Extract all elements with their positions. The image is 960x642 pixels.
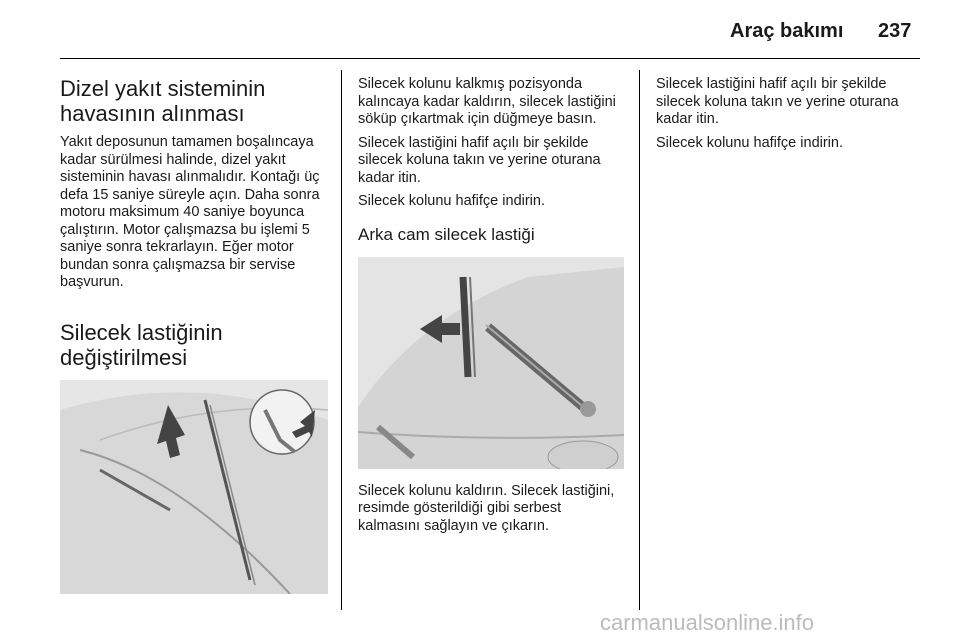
paragraph: Silecek kolunu hafifçe indirin. bbox=[358, 193, 545, 209]
header-section-title: Araç bakımı bbox=[730, 20, 844, 42]
page-number: 237 bbox=[878, 20, 912, 42]
windshield-wiper-illustration bbox=[60, 380, 328, 594]
column-2 bbox=[358, 76, 624, 541]
column-1 bbox=[60, 76, 328, 594]
paragraph: Silecek kolunu kalkmış pozisyonda kalıncaya kadar kaldırın, silecek lastiğini söküp çıkartmak için düğmeye basın. bbox=[358, 76, 616, 127]
paragraph: Yakıt deposunun tamamen boşalıncaya kadar sürülmesi halinde, dizel yakıt sisteminin havası alınmalıdır. Kontağı üç defa 15 saniye süreyle açın. Daha sonra motoru maksimum 40 saniye boyunca çalıştırın. Motor çalışmazsa bu işlemi 5 saniye sonra tekrarlayın. Eğer motor bundan sonra çalışmazsa bir servise başvurun. bbox=[60, 134, 320, 290]
header-divider bbox=[60, 58, 920, 59]
heading-diesel-bleeding: Dizel yakıt sisteminin havasının alınması bbox=[60, 76, 266, 126]
column-divider bbox=[639, 70, 640, 610]
rear-wiper-illustration bbox=[358, 257, 624, 469]
paragraph: Silecek kolunu hafifçe indirin. bbox=[656, 134, 843, 151]
watermark: carmanualsonline.info bbox=[600, 610, 815, 635]
column-3 bbox=[656, 76, 922, 158]
heading-wiper-blade-replacement: Silecek lastiğinin değiştirilmesi bbox=[60, 319, 223, 370]
paragraph: Silecek kolunu kaldırın. Silecek lastiğini, resimde gösterildiği gibi serbest kalmasını sağlayın ve çıkarın. bbox=[358, 482, 615, 534]
paragraph: Silecek lastiğini hafif açılı bir şekilde silecek koluna takın ve yerine oturana kadar itin. bbox=[358, 134, 601, 186]
subheading-rear-wiper: Arka cam silecek lastiği bbox=[358, 224, 535, 244]
paragraph: Silecek lastiğini hafif açılı bir şekilde silecek koluna takın ve yerine oturana kadar itin. bbox=[656, 76, 899, 127]
column-divider bbox=[341, 70, 342, 610]
